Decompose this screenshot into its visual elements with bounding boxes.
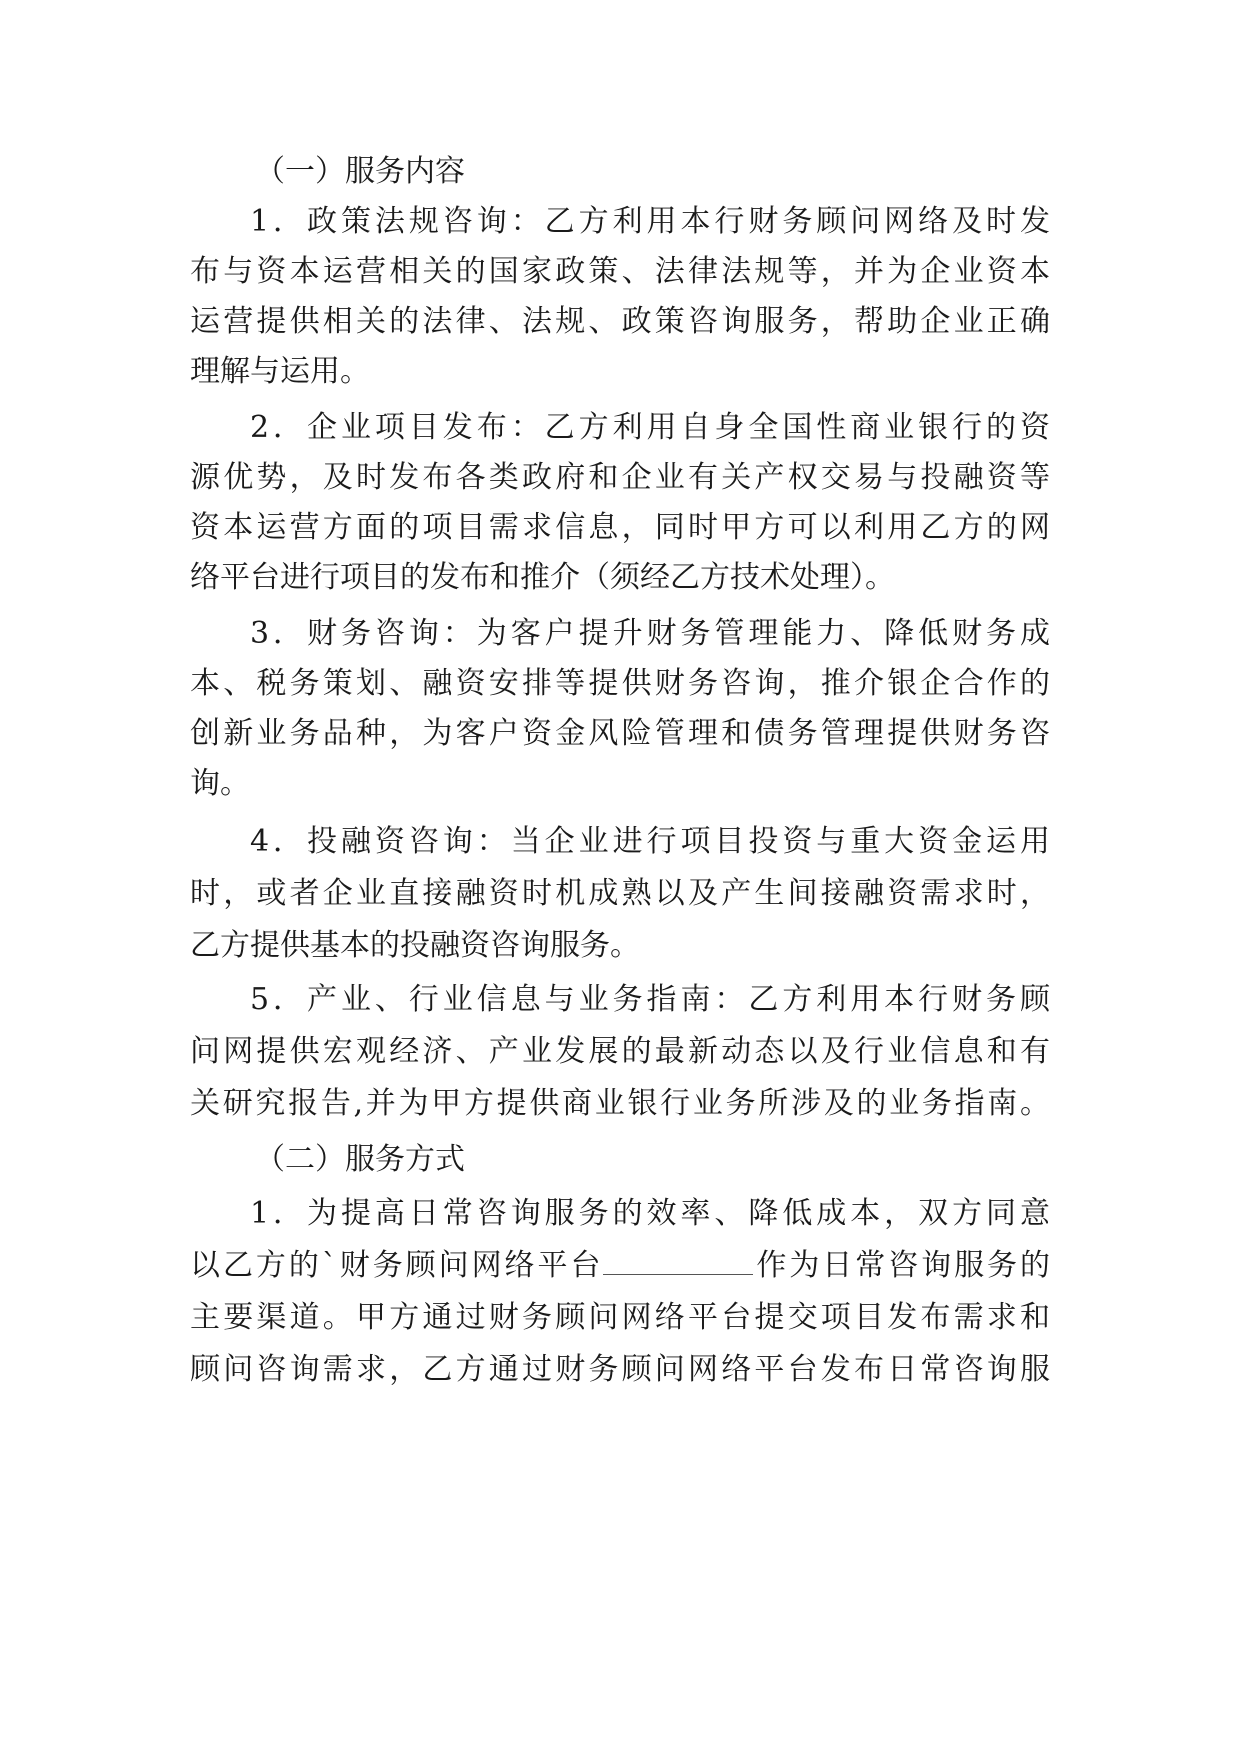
paragraph-line: 理解与运用。: [190, 354, 370, 389]
paragraph-line-with-blank: [190, 1244, 1050, 1288]
paragraph-line: 本、税务策划、融资安排等提供财务咨询，推介银企合作的: [190, 666, 1050, 701]
paragraph-line: 络平台进行项目的发布和推介（须经乙方技术处理）。: [190, 560, 895, 595]
paragraph-line: 布与资本运营相关的国家政策、法律法规等，并为企业资本: [190, 254, 1050, 289]
paragraph-line: 源优势，及时发布各类政府和企业有关产权交易与投融资等: [190, 460, 1050, 495]
paragraph-line: 1．政策法规咨询：乙方利用本行财务顾问网络及时发: [250, 204, 1050, 239]
paragraph-line: 问网提供宏观经济、产业发展的最新动态以及行业信息和有: [190, 1034, 1050, 1069]
paragraph-line: 2．企业项目发布：乙方利用自身全国性商业银行的资: [250, 410, 1050, 445]
section-heading-service-method: （二）服务方式: [255, 1142, 465, 1177]
paragraph-line: 1．为提高日常咨询服务的效率、降低成本，双方同意: [250, 1196, 1050, 1231]
paragraph-line: 顾问咨询需求，乙方通过财务顾问网络平台发布日常咨询服: [190, 1352, 1050, 1387]
paragraph-line: 主要渠道。甲方通过财务顾问网络平台提交项目发布需求和: [190, 1300, 1050, 1335]
paragraph-line: 运营提供相关的法律、法规、政策咨询服务，帮助企业正确: [190, 304, 1050, 339]
text-before-blank: 以乙方的`财务顾问网络平台: [190, 1248, 604, 1283]
paragraph-line: 询。: [190, 766, 250, 801]
fill-in-blank: [603, 1248, 753, 1275]
paragraph-line: 时，或者企业直接融资时机成熟以及产生间接融资需求时，: [190, 876, 1050, 911]
paragraph-line: 5．产业、行业信息与业务指南：乙方利用本行财务顾: [250, 982, 1050, 1017]
text-after-blank: 作为日常咨询服务的: [753, 1248, 1051, 1283]
paragraph-line: 创新业务品种，为客户资金风险管理和债务管理提供财务咨: [190, 716, 1050, 751]
paragraph-line: 乙方提供基本的投融资咨询服务。: [190, 928, 640, 963]
paragraph-line: 4．投融资咨询：当企业进行项目投资与重大资金运用: [250, 824, 1050, 859]
paragraph-line: 资本运营方面的项目需求信息，同时甲方可以利用乙方的网: [190, 510, 1050, 545]
paragraph-line: 关研究报告,并为甲方提供商业银行业务所涉及的业务指南。: [190, 1086, 1050, 1121]
paragraph-line: 3．财务咨询：为客户提升财务管理能力、降低财务成: [250, 616, 1050, 651]
section-heading-service-content: （一）服务内容: [255, 154, 465, 189]
